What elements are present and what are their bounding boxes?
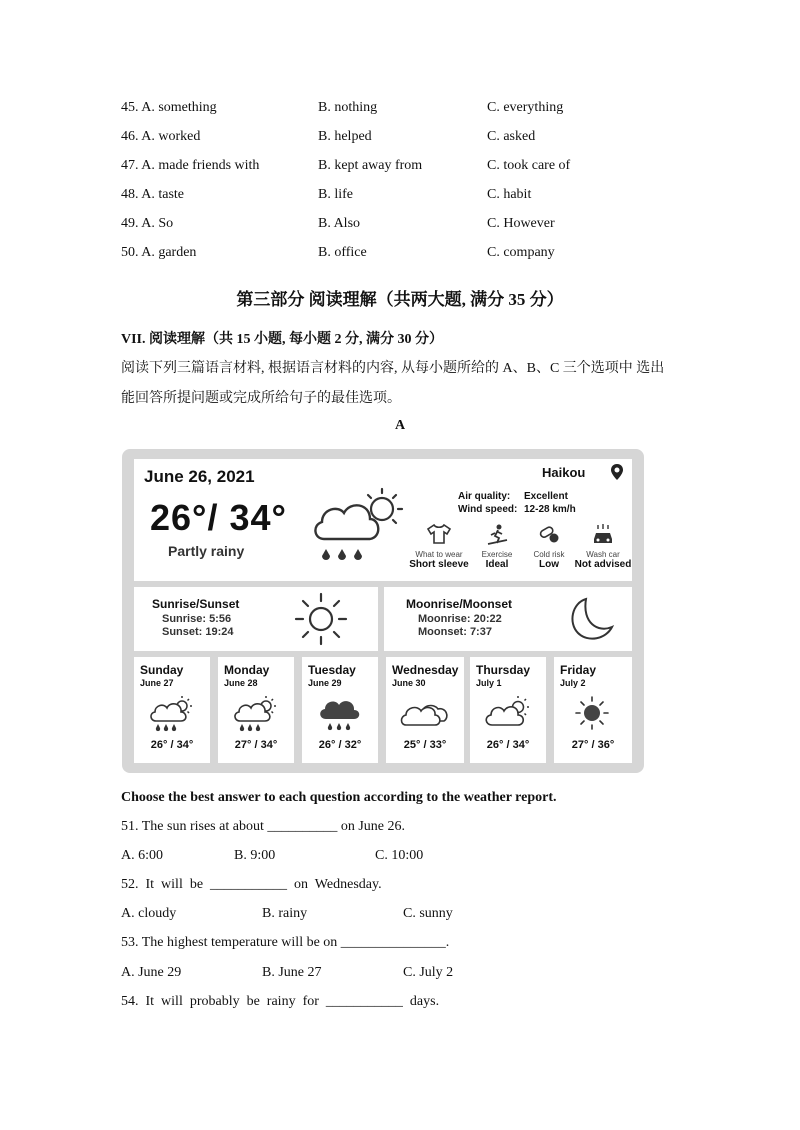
q53-option-c: C. July 2 bbox=[403, 965, 454, 980]
q52-option-c: C. sunny bbox=[403, 906, 453, 921]
air-quality-label: Air quality: bbox=[458, 491, 511, 502]
partly-rainy-icon bbox=[146, 693, 198, 733]
weather-report bbox=[122, 449, 644, 773]
sunrise-time: Sunrise: 5:56 bbox=[162, 613, 232, 625]
forecast-day bbox=[554, 657, 632, 763]
moonset-time: Moonset: 7:37 bbox=[418, 626, 492, 638]
q51-option-a: A. 6:00 bbox=[121, 848, 163, 863]
wind-speed-value: 12-28 km/h bbox=[524, 504, 576, 515]
index-value: Short sleeve bbox=[409, 559, 469, 570]
current-weather-panel bbox=[134, 459, 632, 581]
sunny-icon bbox=[566, 693, 618, 733]
forecast-day-name: Tuesday bbox=[308, 663, 356, 677]
question-51: 51. The sun rises at about __________ on June 26. bbox=[121, 819, 405, 834]
option-50b: B. office bbox=[318, 245, 367, 260]
q52-option-b: B. rainy bbox=[262, 906, 308, 921]
city-name: Haikou bbox=[542, 465, 586, 480]
index-value: Not advised bbox=[574, 559, 632, 570]
option-48c: C. habit bbox=[487, 187, 532, 202]
moonrise-time: Moonrise: 20:22 bbox=[418, 613, 502, 625]
forecast-date: July 2 bbox=[560, 678, 586, 688]
option-48a: 48. A. taste bbox=[121, 187, 184, 202]
forecast-day-name: Monday bbox=[224, 663, 270, 677]
forecast-temp: 26° / 32° bbox=[318, 739, 362, 751]
option-47c: C. took care of bbox=[487, 158, 571, 173]
subsection-title: VII. 阅读理解（共 15 小题, 每小题 2 分, 满分 30 分） bbox=[121, 332, 444, 347]
option-49b: B. Also bbox=[318, 216, 361, 231]
option-50a: 50. A. garden bbox=[121, 245, 197, 260]
option-49c: C. However bbox=[487, 216, 555, 231]
wind-speed-label: Wind speed: bbox=[458, 504, 518, 515]
option-46a: 46. A. worked bbox=[121, 129, 201, 144]
sunrise-sunset-panel bbox=[134, 587, 378, 651]
q53-option-a: A. June 29 bbox=[121, 965, 182, 980]
forecast-day bbox=[302, 657, 378, 763]
forecast-date: July 1 bbox=[476, 678, 502, 688]
option-47a: 47. A. made friends with bbox=[121, 158, 260, 173]
index-label: Exercise bbox=[481, 550, 513, 559]
tshirt-icon bbox=[426, 523, 452, 545]
air-quality-value: Excellent bbox=[524, 491, 568, 502]
forecast-date: June 27 bbox=[140, 678, 174, 688]
index-value: Low bbox=[539, 559, 559, 570]
moonrise-moonset-panel bbox=[384, 587, 632, 651]
questions-intro: Choose the best answer to each question according to the weather report. bbox=[121, 790, 557, 805]
forecast-day-name: Friday bbox=[560, 663, 597, 677]
question-54: 54. It will probably be rainy for ___________ days. bbox=[121, 994, 440, 1009]
option-47b: B. kept away from bbox=[318, 158, 423, 173]
index-wash-car bbox=[574, 523, 632, 579]
option-45b: B. nothing bbox=[318, 100, 378, 115]
passage-label: A bbox=[394, 418, 406, 433]
forecast-day bbox=[386, 657, 464, 763]
instructions-line-1: 阅读下列三篇语言材料, 根据语言材料的内容, 从每小题所给的 A、B、C 三个选项中 选出 bbox=[121, 361, 665, 376]
sun-icon bbox=[292, 591, 350, 647]
forecast-day-name: Thursday bbox=[476, 663, 531, 677]
rain-icon bbox=[314, 693, 366, 733]
q53-option-b: B. June 27 bbox=[262, 965, 322, 980]
moon-icon bbox=[564, 595, 616, 645]
option-48b: B. life bbox=[318, 187, 353, 202]
forecast-temp: 25° / 33° bbox=[403, 739, 447, 751]
sunset-time: Sunset: 19:24 bbox=[162, 626, 234, 638]
treadmill-icon bbox=[485, 523, 509, 545]
forecast-day bbox=[218, 657, 294, 763]
index-label: Wash car bbox=[586, 550, 620, 559]
forecast-temp: 27° / 36° bbox=[571, 739, 615, 751]
forecast-day bbox=[470, 657, 546, 763]
partly-cloudy-icon bbox=[482, 693, 534, 733]
forecast-temp: 27° / 34° bbox=[234, 739, 278, 751]
option-45c: C. everything bbox=[487, 100, 564, 115]
weather-date: June 26, 2021 bbox=[144, 467, 255, 486]
q51-option-b: B. 9:00 bbox=[234, 848, 276, 863]
index-value: Ideal bbox=[485, 559, 509, 570]
option-46b: B. helped bbox=[318, 129, 372, 144]
forecast-date: June 29 bbox=[308, 678, 342, 688]
index-cold-risk bbox=[526, 523, 572, 579]
forecast-temp: 26° / 34° bbox=[150, 739, 194, 751]
partly-rainy-icon bbox=[230, 693, 282, 733]
option-46c: C. asked bbox=[487, 129, 536, 144]
moon-title: Moonrise/Moonset bbox=[406, 597, 513, 611]
location-pin-icon bbox=[610, 463, 624, 481]
index-label: What to wear bbox=[415, 550, 463, 559]
forecast-temp: 26° / 34° bbox=[486, 739, 530, 751]
q52-option-a: A. cloudy bbox=[121, 906, 177, 921]
option-50c: C. company bbox=[487, 245, 555, 260]
index-label: Cold risk bbox=[533, 550, 565, 559]
forecast-date: June 30 bbox=[392, 678, 426, 688]
forecast-day bbox=[134, 657, 210, 763]
current-condition: Partly rainy bbox=[168, 543, 245, 559]
forecast-day-name: Wednesday bbox=[392, 663, 459, 677]
option-49a: 49. A. So bbox=[121, 216, 174, 231]
forecast-day-name: Sunday bbox=[140, 663, 184, 677]
forecast-date: June 28 bbox=[224, 678, 258, 688]
sun-title: Sunrise/Sunset bbox=[152, 597, 240, 611]
section-title: 第三部分 阅读理解（共两大题, 满分 35 分） bbox=[236, 290, 564, 309]
car-wash-icon bbox=[590, 523, 616, 545]
partly-rainy-icon bbox=[306, 479, 411, 571]
question-53: 53. The highest temperature will be on _______________. bbox=[121, 935, 450, 950]
question-52: 52. It will be ___________ on Wednesday. bbox=[121, 877, 382, 892]
index-what-to-wear bbox=[408, 523, 470, 579]
q51-option-c: C. 10:00 bbox=[375, 848, 424, 863]
current-temp: 26°/ 34° bbox=[150, 497, 287, 538]
option-45a: 45. A. something bbox=[121, 100, 217, 115]
index-exercise bbox=[472, 523, 522, 579]
cloudy-icon bbox=[398, 693, 452, 733]
pills-icon bbox=[537, 523, 561, 545]
instructions-line-2: 能回答所提问题或完成所给句子的最佳选项。 bbox=[121, 391, 401, 406]
